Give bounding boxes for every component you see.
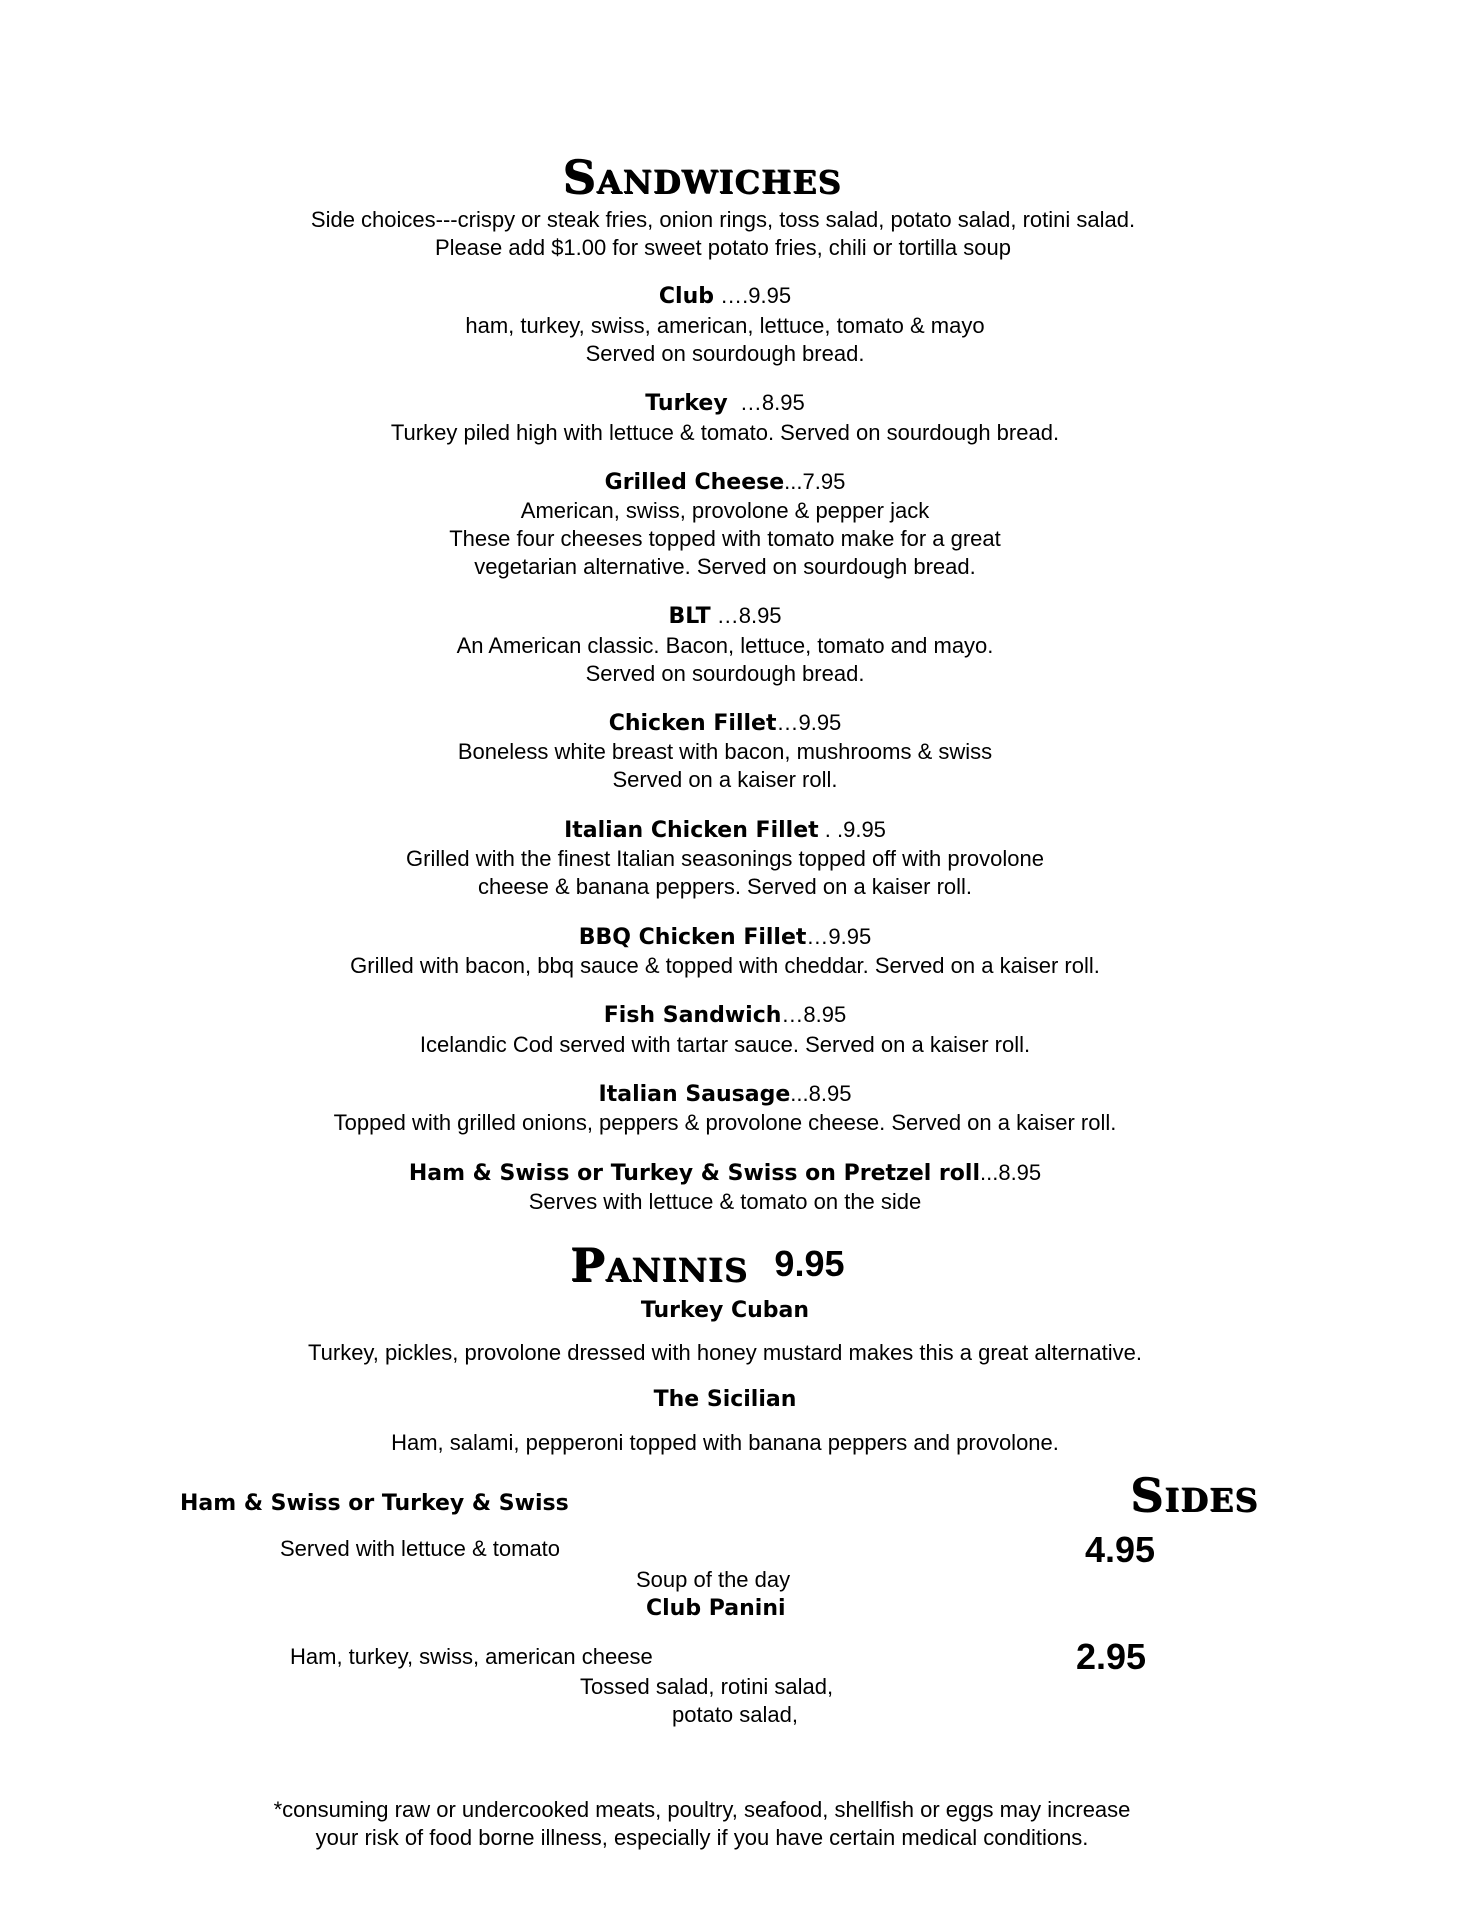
item-name: Chicken Fillet: [608, 711, 777, 736]
menu-item-bbq-chicken-fillet: [0, 922, 1450, 953]
paninis-heading-row: [570, 1240, 845, 1290]
item-description: American, swiss, provolone & pepper jack: [520, 498, 930, 523]
item-price: 8.95: [761, 390, 805, 415]
menu-item-turkey: [0, 388, 1450, 419]
item-description: Icelandic Cod served with tartar sauce. Served on a kaiser roll.: [419, 1032, 1031, 1057]
item-separator: ….: [714, 283, 749, 308]
item-name: Ham & Swiss or Turkey & Swiss: [180, 1491, 569, 1516]
item-description: Grilled with the finest Italian seasonings topped off with provolone: [406, 846, 1044, 871]
item-description: Served on sourdough bread.: [585, 341, 865, 366]
item-name: BLT: [668, 604, 711, 629]
item-description: cheese & banana peppers. Served on a kaiser roll.: [477, 874, 973, 899]
item-description: Turkey piled high with lettuce & tomato. Served on sourdough bread.: [390, 420, 1060, 445]
disclaimer-line-1: *consuming raw or undercooked meats, poultry, seafood, shellfish or eggs may increase: [273, 1797, 1131, 1822]
item-description: Ham, turkey, swiss, american cheese: [290, 1644, 653, 1669]
item-name: The Sicilian: [653, 1387, 797, 1412]
item-name: Turkey: [645, 391, 728, 416]
panini-ham-swiss: [180, 1488, 569, 1519]
sides-price-salads: 2.95: [1076, 1636, 1147, 1677]
paninis-price: 9.95: [774, 1243, 845, 1284]
item-description: Turkey, pickles, provolone dressed with honey mustard makes this a great alternative.: [308, 1340, 1142, 1365]
item-description: ham, turkey, swiss, american, lettuce, tomato & mayo: [465, 313, 985, 338]
item-price: 8.95: [998, 1160, 1042, 1185]
sandwiches-heading: Sandwiches: [562, 150, 842, 204]
side-choices-line-2: Please add $1.00 for sweet potato fries, chili or tortilla soup: [435, 235, 1011, 260]
item-separator: ...: [979, 1160, 999, 1185]
item-separator: …: [776, 710, 799, 735]
item-price: 9.95: [828, 924, 872, 949]
item-separator: . .: [818, 817, 844, 842]
menu-item-blt: [0, 601, 1450, 632]
item-name: Italian Chicken Fillet: [564, 818, 819, 843]
item-description: Topped with grilled onions, peppers & provolone cheese. Served on a kaiser roll.: [333, 1110, 1117, 1135]
menu-item-fish-sandwich: [0, 1000, 1450, 1031]
item-name: Ham & Swiss or Turkey & Swiss on Pretzel roll: [408, 1161, 980, 1186]
side-soup-of-the-day: Soup of the day: [636, 1567, 791, 1592]
menu-item-grilled-cheese: [0, 467, 1450, 498]
item-description: Serves with lettuce & tomato on the side: [528, 1189, 922, 1214]
item-price: 8.95: [738, 603, 782, 628]
item-description: Served with lettuce & tomato: [280, 1536, 561, 1561]
item-separator: …: [727, 390, 762, 415]
item-description: Served on a kaiser roll.: [612, 767, 838, 792]
item-separator: …: [806, 924, 829, 949]
panini-turkey-cuban: [0, 1295, 1450, 1326]
menu-item-chicken-fillet: [0, 708, 1450, 739]
sides-heading: Sides: [1130, 1468, 1259, 1522]
item-price: 8.95: [808, 1081, 852, 1106]
item-name: Grilled Cheese: [604, 470, 785, 495]
item-name: Fish Sandwich: [603, 1003, 782, 1028]
menu-item-italian-sausage: [0, 1079, 1450, 1110]
menu-item-pretzel-roll: [0, 1158, 1450, 1189]
item-description: Ham, salami, pepperoni topped with banana peppers and provolone.: [391, 1430, 1059, 1455]
item-description: These four cheeses topped with tomato make for a great: [449, 526, 1001, 551]
side-choices-line-1: Side choices---crispy or steak fries, onion rings, toss salad, potato salad, rotini salad.: [310, 207, 1136, 232]
item-separator: ...: [790, 1081, 809, 1106]
item-separator: …: [710, 603, 739, 628]
item-price: 9.95: [843, 817, 886, 842]
item-name: Turkey Cuban: [640, 1298, 810, 1323]
side-salads-line-1: Tossed salad, rotini salad,: [580, 1674, 834, 1699]
menu-item-club: [0, 281, 1450, 312]
item-name: BBQ Chicken Fillet: [578, 925, 807, 950]
item-separator: …: [781, 1002, 804, 1027]
sides-price-soup: 4.95: [1085, 1529, 1156, 1570]
item-name: Club: [658, 284, 715, 309]
item-description: Boneless white breast with bacon, mushrooms & swiss: [457, 739, 993, 764]
side-salads-line-2: potato salad,: [672, 1702, 798, 1727]
item-description: An American classic. Bacon, lettuce, tomato and mayo.: [456, 633, 994, 658]
item-description: Grilled with bacon, bbq sauce & topped with cheddar. Served on a kaiser roll.: [350, 953, 1100, 978]
paninis-heading: Paninis: [570, 1238, 748, 1292]
item-price: 7.95: [802, 469, 846, 494]
disclaimer-line-2: your risk of food borne illness, especially if you have certain medical conditions.: [315, 1825, 1089, 1850]
item-name: Italian Sausage: [598, 1082, 791, 1107]
item-description: vegetarian alternative. Served on sourdough bread.: [474, 554, 976, 579]
item-separator: ...: [784, 469, 803, 494]
item-description: Served on sourdough bread.: [585, 661, 865, 686]
item-price: 9.95: [748, 283, 792, 308]
panini-the-sicilian: [0, 1384, 1450, 1415]
menu-item-italian-chicken-fillet: [0, 815, 1450, 846]
item-price: 9.95: [798, 710, 842, 735]
item-name: Club Panini: [646, 1596, 786, 1621]
item-price: 8.95: [803, 1002, 847, 1027]
panini-club-panini: [646, 1593, 786, 1624]
